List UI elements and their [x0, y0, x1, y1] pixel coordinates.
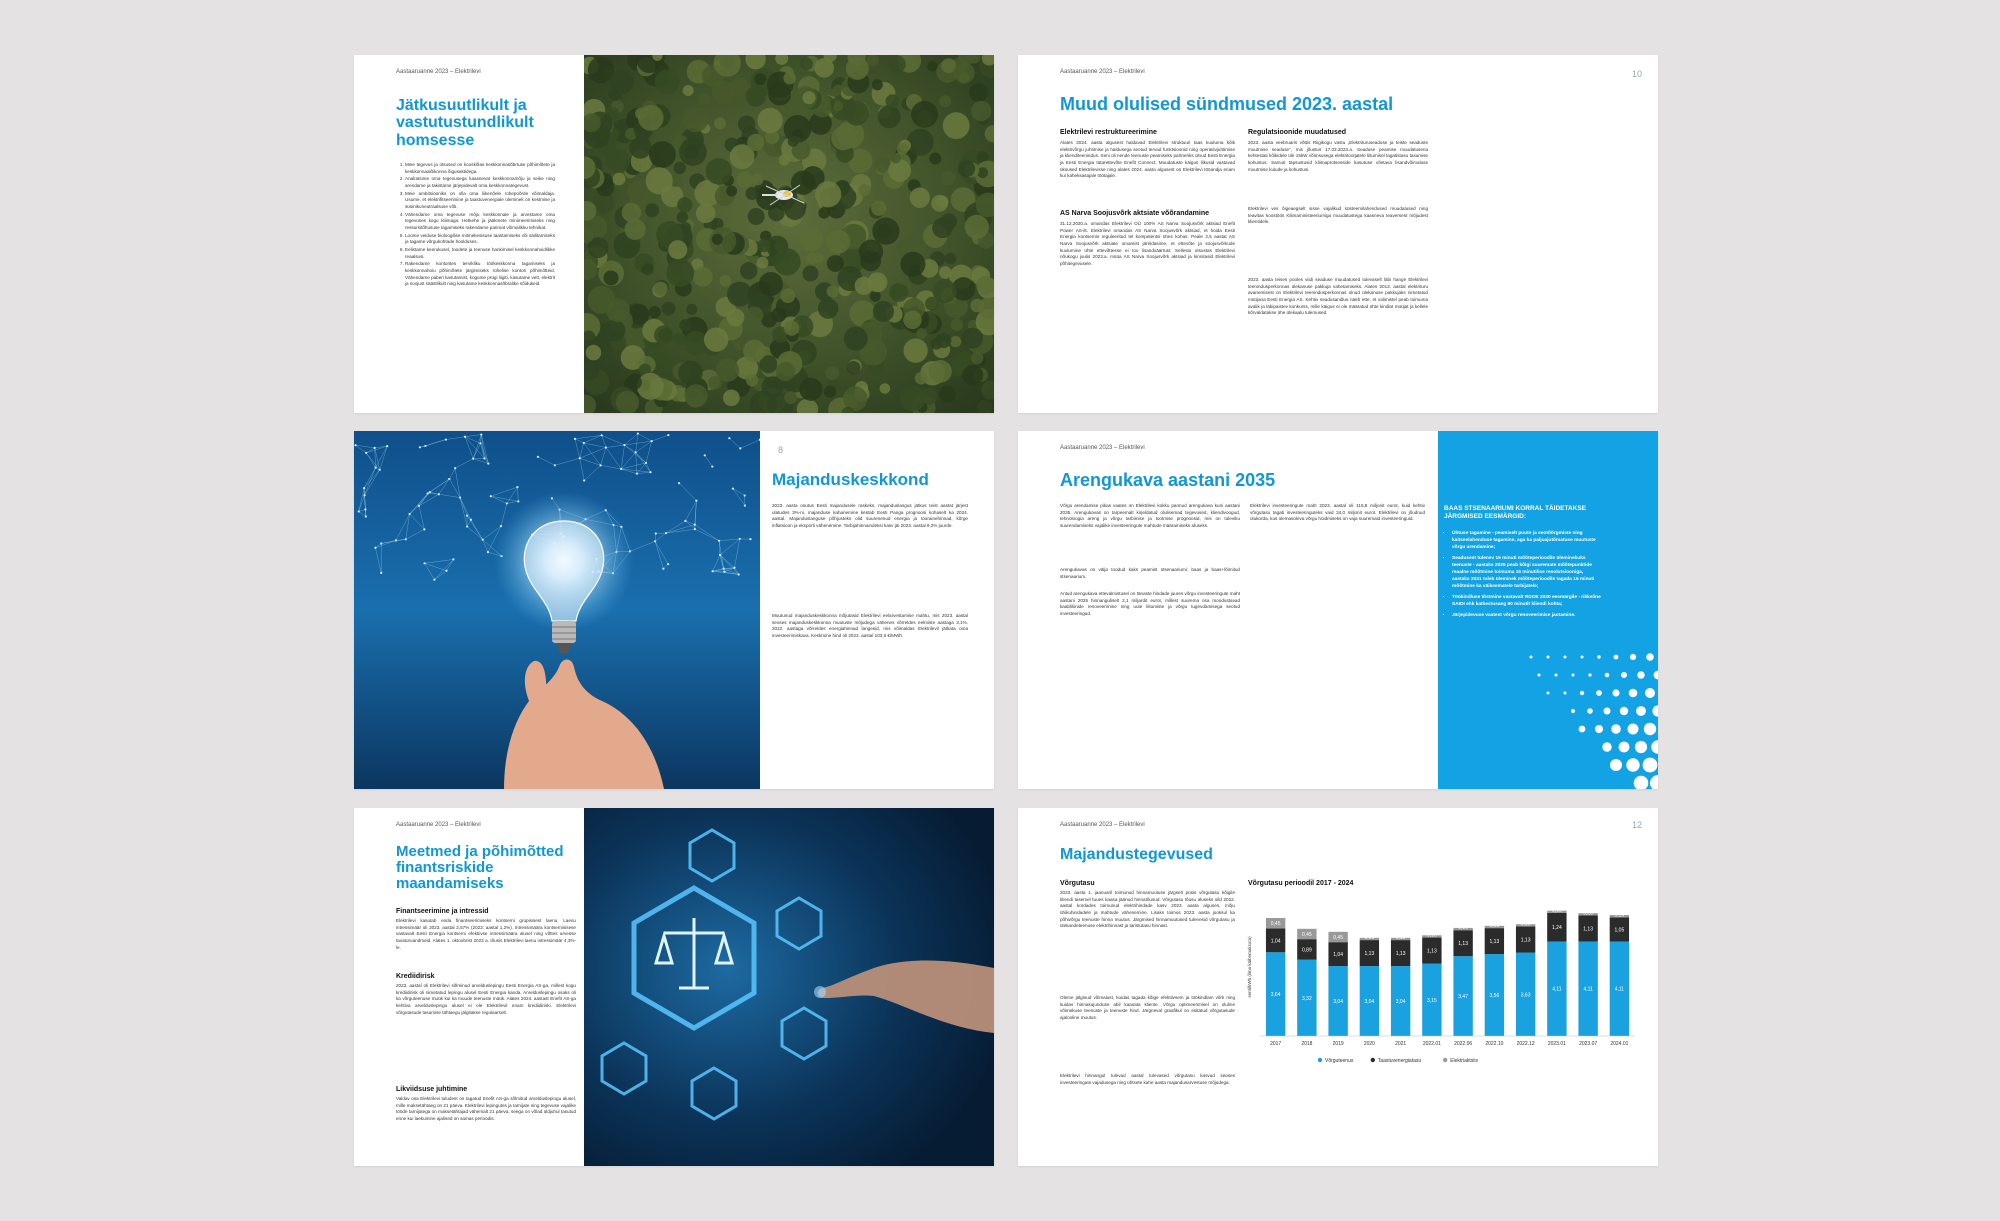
x-tick-label: 2019 — [1332, 1041, 1344, 1047]
justice-scale-photo — [584, 808, 994, 1166]
list-item: 3. Meie ambitsiooniks on olla oma liikenõele rohepoõrde võimaldaja. Usume, et elektrifitseerimine ja taastuvenergiale üleminek on kestmise ja süsinikuneutraalsuse võti. — [405, 191, 555, 211]
data-label: 0,10 — [1489, 923, 1500, 930]
x-tick-label: 2017 — [1270, 1041, 1282, 1047]
legend-swatch — [1371, 1058, 1375, 1062]
data-label: 0,45 — [1302, 931, 1312, 938]
running-header: Aastaaruanne 2023 – Elektrilevi — [396, 69, 481, 75]
goal-item: • Seadusest tulenev 15 minuti mõõteperioodile üleminekuks teenuste - aastaks 2025 peab kõigi suuremate mõõtepunktide reaalne mõõtmine toimuma 15 minutilise resolutsiooniga, aastaks 2031 tuleb üleminek mõõteperioodile tagada 15 minuti mõõtmine ka väiksematele tarbijatele; — [1452, 556, 1602, 591]
spread-development-plan — [1018, 431, 1658, 789]
section-text: Elektrilevi hinnangul tulevad aastal tulevased võrgutasu kasvud seoses investeeringute vajadusega ning ühtsete kahe aasta majandusarvestuse mõjudega. — [1060, 1073, 1235, 1085]
running-header: Aastaaruanne 2023 – Elektrilevi — [1060, 445, 1145, 451]
data-label: 3,56 — [1489, 993, 1500, 1000]
section-text: 2023. aasta veebruaris võttis Riigikogu vastu „Elektrituruseaduse ja teiste seaduste muutmise seaduse”, mis jõustus 17.03.2023.a. Seaduse peamise muudatusena kehtestati kõikidele üle 15kW võimsusega elektritootjatele liitumisel tagatistasu tasumise kohustus. Samuti täpsustusid kliimaprotsesside kasutuse võetava lisandvõimaluse muutmise kulude ja kohustusi. — [1248, 140, 1428, 172]
goals-panel — [1438, 431, 1658, 789]
lightbulb-photo — [354, 431, 760, 789]
data-label: 4,11 — [1552, 986, 1562, 993]
list-item: 4. Vähendame oma tegevuse mõju keskkonnale ja arvestame oma tegevuses kogu kliimaga. Hetkehe ja jääkmete minimeerimiseks ning ressursitõhususe tagamiseks rakendame parimat võimalikku tehnikat. — [405, 212, 555, 232]
commitment-list — [396, 162, 555, 289]
spread-business-activities — [1018, 808, 1658, 1166]
spread-sustainability — [354, 55, 994, 413]
data-label: 3,15 — [1427, 997, 1437, 1004]
panel-title: BAAS STSENAARIUMI KORRAL TÄIDETAKSE JÄRGMISED EESMÄRGID: — [1444, 505, 1587, 521]
section-text: Alates 2024. aasta algusest haldavad Elektrilevi struktuuri taas kuuluma kõik elektrivõrgu juhtimise ja haldusega seotud tervad funktsioonid ning operatiivjuhtimise ja klienditeenindus. Seni oli nende teenuste peamiseks partneriks olnud Eesti Energia ja Eesti Energia tütarettevõte Enefit Connect. Muudatuste käigus liikusid vastavad üksused Elektrilevisse ning alates 2024. aasta algusest on Elektrilevi tööandja enam kui kaheksasajale töötajale. — [1060, 140, 1235, 179]
x-tick-label: 2022.10 — [1485, 1041, 1504, 1047]
section-heading: Elektrilevi restruktureerimine — [1060, 129, 1157, 136]
chart-title: Võrgutasu perioodil 2017 - 2024 — [1248, 880, 1354, 887]
y-axis-label: senti/kWh (ilma käibemaksuta) — [1247, 936, 1252, 998]
x-tick-label: 2020 — [1363, 1041, 1375, 1047]
x-tick-label: 2021 — [1395, 1041, 1407, 1047]
x-tick-label: 2022.01 — [1422, 1041, 1441, 1047]
data-label: 1,05 — [1614, 927, 1625, 934]
data-label: 1,13 — [1427, 948, 1437, 955]
data-label: 0,45 — [1333, 934, 1343, 941]
data-label: 0,10 — [1427, 932, 1437, 939]
section-heading: Regulatsioonide muudatused — [1248, 129, 1347, 136]
list-item: 7. Rakendame kontorites tervikliku töökeskkonna tagamiseks ja keskkonnahoiu põhimõtete järgimiseks rohelise kontori põhimõtteid. Vähendame paberi kasutamist, kogume prügi liigiti, kasutame vett, elektrit ja soojust säästlikult ning kasutame keskkonnasõbralike sõidukeid. — [405, 261, 555, 288]
data-label: 1,13 — [1364, 951, 1375, 958]
data-label: 3,63 — [1520, 992, 1531, 999]
page-title: Meetmed ja põhimõtted finantsriskide maandamiseks — [396, 843, 564, 893]
section-text: 2023. aasta osutus Eesti majandusele raskeks, majanduslangus jätkus teist aastat järjest ulatudes 3%-ni, majanduse kahanemine kestab Eesti Panga prognoosi kohaselt ka 2024. aastal. Majanduslanguse põhjusteks olid suurenenud energia ja toorainehinnad, kõrge inflatsioon ja eksporti vähenemine. Tarbijahinnaindeksi kasv jäi 2023. aastal 9,2% juurde. — [772, 503, 968, 528]
data-label: 1,04 — [1333, 952, 1343, 959]
x-tick-label: 2018 — [1301, 1041, 1313, 1047]
data-label: 0,10 — [1614, 912, 1625, 919]
section-heading: Krediidirisk — [396, 973, 435, 980]
page-title: Majandustegevused — [1060, 846, 1213, 863]
data-label: 1,13 — [1395, 951, 1406, 958]
data-label: 3,32 — [1302, 995, 1312, 1002]
dot-pattern — [1438, 431, 1658, 789]
section-text: Elektrilevi kasutab enda finantseerimiseks kontserni grupisisest laenu. Laenu intressimäär oli 2023. aastal 2,57% (2022: aastal 1,2%). Intressimäära kontsernisisese vastavalt Eesti Energia kontserni efektiivse intressimäära alusel ning võttes arvesse tavaturuandmeid. Alates 1. oktoobrist 2023 a. tõusis Elektrilevi laenu intressimäär 4,3%-le. — [396, 918, 576, 950]
network-fee-chart — [1246, 890, 1641, 1070]
goal-item: • Järjepidevuse vaatest võrgu renoveerimise jaotamine. — [1452, 613, 1602, 620]
data-label: 1,13 — [1489, 939, 1500, 946]
data-label: 3,04 — [1333, 999, 1343, 1006]
page-title: Majanduskeskkond — [772, 470, 929, 489]
data-label: 1,24 — [1552, 925, 1562, 932]
section-heading: Võrgutasu — [1060, 880, 1095, 887]
data-label: 0,10 — [1395, 935, 1406, 942]
legend-swatch — [1443, 1058, 1447, 1062]
section-heading: AS Narva Soojusvõrk aktsiate võõrandamine — [1060, 210, 1209, 217]
section-text: 31.12.2020.a. omandas Elektrilevi OÜ 100% AS Narva Soojusvõrk aktsiad Enefit Power AS-ilt. Elektrilevi omandas AS Narva Soojusvõrk aktsiad, et hoida Eesti Energia kontsernis reguleeritud tel kompetentsi ühes kohas. Peale 2,5 aastat AS Narva Soojusvõrk aktsiate omamist järeldasime, et ettevõte ja soojusvõrkude kuulumine ühte ettevõttesse ei too lisandväärtust. Sellestu otsustas Elektrilevi nõukogu juulis 2023.a. müüa AS Narva Soojusvõrk aktsiad ja kinnitasid Elektrilevi põhitegevusele. — [1060, 221, 1235, 266]
legend-swatch — [1318, 1058, 1322, 1062]
running-header: Aastaaruanne 2023 – Elektrilevi — [1060, 69, 1145, 75]
legend-label: Võrguteenus — [1325, 1058, 1354, 1064]
section-text: Arengukavas on välja toodud kaks peamist stsenaariumi: baas ja baas+lõimitud stsenaarium. — [1060, 567, 1240, 579]
section-text: Elektrilevi ves õigeaegselt sisse vajalikud süsteemilahendused muudatused ning teavitas koostöös Kliimaministeeriumiga muudatustega kaasneva teaversest mõjudest klientidele. — [1248, 206, 1428, 225]
data-label: 1,13 — [1458, 941, 1468, 948]
data-label: 3,04 — [1395, 999, 1406, 1006]
section-text: Antud arengukava ettevalmistusel on tänaste hindade juures võrgu investeeringute maht aastani 2035 hinnanguliselt 2,1 miljardit eurot, millest suurema osa moodustavad kaabliliinide renoveerimine ning uute liitumiste ja võrgu tugevdamisega seotud investeeringud. — [1060, 591, 1240, 616]
spread-other-events — [1018, 55, 1658, 413]
x-tick-label: 2022.12 — [1516, 1041, 1535, 1047]
section-text: 2023. aasta teises pooles viidi seaduse muudatused tulevaselt läbi hange Elektrilevi teenindusperkonnas ülekanuse pakkuja vahetamiseks. Alates 2013. aastal elektrituru avanemisest on Elektrilevi teenindusperkonnas olnud ülekanuse pakkujaks nimetatud müüjana Eesti Energia AS. Kehtiv seadusandlus näeb ette, et valimistel peab toimuma avalik ja läbipaistev konkurss, mille käigus ei ole määratud ühte kindlat müüjat ja kellele kõrvaldatakse ühe ülekaalu tulemused. — [1248, 277, 1428, 316]
page-number: 12 — [1631, 820, 1642, 830]
list-item: 1. Meie tegevus ja otsused on kooskõlas keskkonnasõbrtuse põhimõtete ja keskkonnaalõikonna õigusaktidega. — [405, 162, 555, 175]
data-label: 1,13 — [1520, 937, 1531, 944]
section-heading: Finantseerimine ja intressid — [396, 908, 489, 915]
spread-economy — [354, 431, 994, 789]
x-tick-label: 2022.06 — [1454, 1041, 1473, 1047]
data-label: 1,13 — [1583, 926, 1593, 933]
data-label: 0,10 — [1364, 935, 1375, 942]
x-tick-label: 2023.07 — [1579, 1041, 1598, 1047]
page-title: Jätkusuutlikult ja vastutustundlikult homsesse — [396, 97, 534, 149]
forest-helicopter-photo — [584, 55, 994, 413]
section-text: Elektrilevi investeeringute maht 2023. aastal oli 115,8 miljonit eurot, kuid kehtiv võrgutasu tagab investeeringuteks vaid 34,0 miljonit eurot. Elektrilevi on jõudnud olukorda, kus olemasoleva võrgu hoidmiseks on vaja suuremaid investeeringuid. — [1250, 503, 1425, 522]
section-text: Võrgu arendamise pikas vaates on Elektrilevi kokku pannud arengukava kuni aastani 2035. Arengukavas on tarpeemalt kirjeldatud olulisemad tegevused, kliendivoogud, tehnoloogia areng ja võrgu tarbimise ja tootmise prognoosid, mis on tuleviku suurendamiseks vajalike investeeringute mahtude määramiseks aluseks. — [1060, 503, 1240, 528]
data-label: 3,64 — [1270, 992, 1281, 999]
x-tick-label: 2023.01 — [1547, 1041, 1566, 1047]
spread-financial-risks — [354, 808, 994, 1166]
section-heading: Likviidsuse juhtimine — [396, 1086, 468, 1093]
section-text: Valdav osa Elektrilevi tuludest on tagatud Enefit AS-ga sõlmitud arvelduslepingu alusel, mille maksetähtaeg on 21 päeva. Elektrilevi lepingutes ja tarnijate ning tegevuse vajalike tööde tarnijatega on maksetähtajad vähemalt 21 päeva, seega on võlad üldjuhul tasutud enne kui laekumine ajalised on samas perioodis. — [396, 1096, 576, 1121]
legend-label: Elektriaktsiis — [1450, 1058, 1478, 1064]
data-label: 0,10 — [1458, 925, 1468, 932]
legend-label: Taastuvenergiatasu — [1377, 1058, 1422, 1064]
list-item: 6. Eelistame keerukusel, toodete ja teenuse hankimisel keskkonnahoidlikke reaalsusi. — [405, 247, 555, 260]
x-tick-label: 2024.01 — [1610, 1041, 1629, 1047]
page-number: 8 — [778, 445, 784, 455]
data-label: 1,04 — [1270, 938, 1281, 945]
data-label: 4,11 — [1583, 986, 1593, 993]
section-text: 2023. aasta 1. jaanuaril toimunud hinnamuutuse järgselt püsis võrgutasu kõigile kliendi tasemel tuues kaasa jäänud hinnatõusud. Võrgutasu tõusu aluseks olid 2022. aastal kordades toimunud elektrihindade kasv 2023. aasta alguses, mõju ühikuhindadele ja mahtude vähenemine. Lisaks toimus 2023. aasta jooksul ka põhivõrgu teenuste hinna muutus. Järgmised hinnamuutused tulenesid võrgutasu ja ülekandeteenuse elektrihinnast ja taristutasu hinnast. — [1060, 890, 1235, 929]
goal-item: • Ühtuse tagamine - peamiselt puute ja seotõõrgmiste ning kaitseelahenduse tagamine, aga ka paljuajutõmatuse muutuste võrgu arendamine; — [1452, 531, 1602, 552]
goal-item: • Töökindluse tõstmine vastavalt RDOE 2030 eesmärgile - rikkeline SAIDI ehk katkestusaeg 90 minutit kliendi kohta; — [1452, 595, 1602, 609]
section-text: Muutunud majanduskeskkonna mõjutasid Elektrilevi eelarvestamise mahtu, mis 2023. aastal seoses majanduskeskkonna muutuste mõjudega vähenes võrreldes eelmiste aastaga 3,1%. 2022. aastaga võrreldes energiahinnad langesid, mis võimaldas Elektrilevil jätkata oma investeerimiskava. Keskmine hind oli 2023. aastal 103,6 €/MWh. — [772, 613, 968, 638]
list-item: 5. Loome veiduse bioloogilise mitmekesisuse taastamiseks või säilitamiseks ja tagame võrgukohtade hoolduses. — [405, 233, 555, 246]
running-header: Aastaaruanne 2023 – Elektrilevi — [396, 822, 481, 828]
data-label: 0,10 — [1583, 910, 1593, 917]
page-number: 10 — [1631, 69, 1642, 79]
data-label: 3,47 — [1458, 994, 1468, 1001]
section-text: Oleme jälginud võimalust, kuidas tagada kõige efektiivsem ja töökindlam võrk ning kuidas hinnakujunduse abil kaasata kliente. Võrgu optimeerimisel on oluline võimekuse teenuste ja teenuste hind. Järgneval graafikul on esitatud võrgutasude ajalooline muutus. — [1060, 995, 1235, 1020]
data-label: 0,10 — [1520, 921, 1531, 928]
data-label: 0,89 — [1302, 947, 1312, 954]
section-text: 2023. aastal oli Elektrilevi sõlminud arvelduslepingu Eesti Energia AS-ga, millest kogu krediidirisk oli nimetatud lepingu alusel Eesti Energia kanda. Arvelduslepingu osaks oli ka võrguteenuse muük kui ka muude teenuste müük. Alates 2024. aastast Enefit AS-ga kehtiva arvelduslepingu alusel ei ole Elektrilevil enam krediidiriski. Elektrilevi võrgutasude tasumise tähtaegu jälgitakse regulaarselt. — [396, 983, 576, 1015]
running-header: Aastaaruanne 2023 – Elektrilevi — [1060, 822, 1145, 828]
data-label: 0,45 — [1270, 921, 1281, 928]
page-title: Muud olulised sündmused 2023. aastal — [1060, 94, 1394, 114]
page-title: Arengukava aastani 2035 — [1060, 470, 1276, 490]
data-label: 3,04 — [1364, 999, 1375, 1006]
data-label: 0,10 — [1552, 907, 1562, 914]
list-item: 2. Analüüsime oma tegevusega kaasnevat keskkonnamõju ja seike ning arendame ja takistame järjepidevalt oma keskkonnategevust. — [405, 176, 555, 189]
data-label: 4,11 — [1614, 986, 1625, 993]
